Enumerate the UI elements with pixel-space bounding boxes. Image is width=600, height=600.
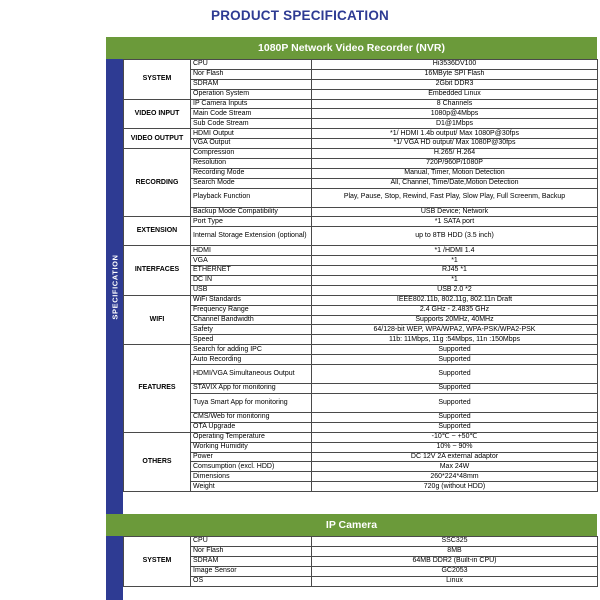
spec-row: [124, 139, 598, 149]
spec-row: [124, 285, 598, 295]
spec-row: [124, 149, 598, 159]
spec-key: ETHERNET: [191, 266, 312, 276]
nvr-spec-table: [123, 59, 598, 492]
spec-value: DC 12V 2A external adaptor: [312, 452, 598, 462]
spec-key: Operating Temperature: [191, 432, 312, 442]
spec-row: [124, 442, 598, 452]
spec-key: Search Mode: [191, 178, 312, 188]
spec-value: D1@1Mbps: [312, 119, 598, 129]
spec-row: [124, 305, 598, 315]
spec-value: 8MB: [312, 547, 598, 557]
spec-row: [124, 60, 598, 70]
spec-value: SSC325: [312, 537, 598, 547]
spec-key: HDMI: [191, 246, 312, 256]
spec-key: Comsumption (excl. HDD): [191, 462, 312, 472]
spec-value: -10℃ ~ +50℃: [312, 432, 598, 442]
spec-row: [124, 79, 598, 89]
spec-key: Dimensions: [191, 472, 312, 482]
spec-row: [124, 69, 598, 79]
spec-value: GC2053: [312, 567, 598, 577]
spec-key: DC IN: [191, 276, 312, 286]
spec-key: USB: [191, 285, 312, 295]
spec-row: [124, 365, 598, 384]
spec-value: RJ45 *1: [312, 266, 598, 276]
spec-row: [124, 482, 598, 492]
spec-key: STAVIX App for monitoring: [191, 384, 312, 394]
side-label-text: SPECIFICATION: [110, 253, 119, 320]
spec-value: Supported: [312, 355, 598, 365]
spec-key: Working Humidity: [191, 442, 312, 452]
spec-key: Search for adding IPC: [191, 345, 312, 355]
spec-key: IP Camera Inputs: [191, 99, 312, 109]
spec-key: VGA: [191, 256, 312, 266]
spec-key: SDRAM: [191, 79, 312, 89]
spec-value: *1 SATA port: [312, 217, 598, 227]
spec-key: Backup Mode Compatibility: [191, 207, 312, 217]
spec-value: 720P/960P/1080P: [312, 158, 598, 168]
spec-value: Embedded Linux: [312, 89, 598, 99]
spec-row: [124, 217, 598, 227]
spec-row: [124, 345, 598, 355]
spec-key: Nor Flash: [191, 547, 312, 557]
spec-value: USB Device; Network: [312, 207, 598, 217]
category-label: INTERFACES: [124, 246, 191, 295]
spec-value: 260*224*48mm: [312, 472, 598, 482]
spec-key: Channel Bandwidth: [191, 315, 312, 325]
spec-value: 64MB DDR2 (Built-in CPU): [312, 557, 598, 567]
spec-row: [124, 393, 598, 412]
spec-row: [124, 246, 598, 256]
spec-key: OS: [191, 577, 312, 587]
spec-value: Linux: [312, 577, 598, 587]
spec-row: [124, 266, 598, 276]
specification-side-label: [106, 59, 123, 514]
spec-key: Image Sensor: [191, 567, 312, 577]
spec-row: [124, 109, 598, 119]
spec-key: CPU: [191, 537, 312, 547]
spec-key: Safety: [191, 325, 312, 335]
spec-key: CPU: [191, 60, 312, 70]
spec-key: Resolution: [191, 158, 312, 168]
spec-row: [124, 432, 598, 442]
spec-row: [124, 325, 598, 335]
spec-row: [124, 412, 598, 422]
spec-value: 720g (without HDD): [312, 482, 598, 492]
spec-value: 2Gbit DDR3: [312, 79, 598, 89]
spec-key: Compression: [191, 149, 312, 159]
spec-key: Recording Mode: [191, 168, 312, 178]
spec-key: Sub Code Stream: [191, 119, 312, 129]
spec-row: [124, 537, 598, 547]
spec-row: [124, 168, 598, 178]
spec-key: Operation System: [191, 89, 312, 99]
spec-key: CMS/Web for monitoring: [191, 412, 312, 422]
spec-key: Speed: [191, 335, 312, 345]
spec-row: [124, 472, 598, 482]
spec-row: [124, 295, 598, 305]
spec-row: [124, 547, 598, 557]
spec-row: [124, 129, 598, 139]
spec-row: [124, 276, 598, 286]
category-label: SYSTEM: [124, 537, 191, 587]
spec-value: *1/ VGA HD output/ Max 1080P@30fps: [312, 139, 598, 149]
spec-row: [124, 256, 598, 266]
spec-key: Main Code Stream: [191, 109, 312, 119]
spec-value: Max 24W: [312, 462, 598, 472]
spec-row: [124, 158, 598, 168]
spec-row: [124, 422, 598, 432]
spec-value: Supported: [312, 384, 598, 394]
spec-value: up to 8TB HDD (3.5 inch): [312, 227, 598, 246]
spec-key: Internal Storage Extension (optional): [191, 227, 312, 246]
spec-value: Supported: [312, 345, 598, 355]
spec-key: Port Type: [191, 217, 312, 227]
spec-value: *1/ HDMI 1.4b output/ Max 1080P@30fps: [312, 129, 598, 139]
spec-row: [124, 315, 598, 325]
spec-key: VGA Output: [191, 139, 312, 149]
spec-value: 11b: 11Mbps, 11g :54Mbps, 11n :150Mbps: [312, 335, 598, 345]
spec-row: [124, 335, 598, 345]
category-label: EXTENSION: [124, 217, 191, 246]
ipc-side-bar: [106, 536, 123, 600]
spec-value: 64/128-bit WEP, WPA/WPA2, WPA-PSK/WPA2-PSK: [312, 325, 598, 335]
spec-key: Tuya Smart App for monitoring: [191, 393, 312, 412]
spec-key: Weight: [191, 482, 312, 492]
category-label: VIDEO INPUT: [124, 99, 191, 129]
category-label: RECORDING: [124, 149, 191, 217]
spec-key: Auto Recording: [191, 355, 312, 365]
spec-value: USB 2.0 *2: [312, 285, 598, 295]
spec-value: Supports 20MHz, 40MHz: [312, 315, 598, 325]
spec-row: [124, 119, 598, 129]
spec-value: Play, Pause, Stop, Rewind, Fast Play, Slow Play, Full Screenm, Backup: [312, 188, 598, 207]
spec-key: Frequency Range: [191, 305, 312, 315]
category-label: FEATURES: [124, 345, 191, 432]
spec-value: *1 /HDMI 1.4: [312, 246, 598, 256]
spec-value: 2.4 GHz - 2.4835 GHz: [312, 305, 598, 315]
spec-key: Nor Flash: [191, 69, 312, 79]
spec-value: Supported: [312, 422, 598, 432]
spec-value: All, Channel, Time/Date,Motion Detection: [312, 178, 598, 188]
spec-key: HDMI Output: [191, 129, 312, 139]
spec-value: Supported: [312, 365, 598, 384]
spec-key: Power: [191, 452, 312, 462]
spec-row: [124, 227, 598, 246]
spec-value: Hi3536DV100: [312, 60, 598, 70]
ipc-spec-table: [123, 536, 598, 587]
spec-row: [124, 207, 598, 217]
category-label: SYSTEM: [124, 60, 191, 100]
spec-row: [124, 178, 598, 188]
spec-key: WiFi Standards: [191, 295, 312, 305]
spec-key: OTA Upgrade: [191, 422, 312, 432]
spec-row: [124, 452, 598, 462]
page-title: PRODUCT SPECIFICATION: [211, 8, 389, 23]
nvr-header: 1080P Network Video Recorder (NVR): [106, 37, 597, 59]
spec-value: 16MByte SPI Flash: [312, 69, 598, 79]
spec-value: 1080p@4Mbps: [312, 109, 598, 119]
spec-row: [124, 577, 598, 587]
spec-key: SDRAM: [191, 557, 312, 567]
spec-value: 10% ~ 90%: [312, 442, 598, 452]
spec-key: Playback Function: [191, 188, 312, 207]
spec-value: *1: [312, 256, 598, 266]
spec-value: IEEE802.11b, 802.11g, 802.11n Draft: [312, 295, 598, 305]
category-label: VIDEO OUTPUT: [124, 129, 191, 149]
spec-value: Supported: [312, 393, 598, 412]
spec-row: [124, 384, 598, 394]
ipc-header: IP Camera: [106, 514, 597, 536]
spec-value: Supported: [312, 412, 598, 422]
spec-value: *1: [312, 276, 598, 286]
spec-row: [124, 462, 598, 472]
category-label: OTHERS: [124, 432, 191, 491]
spec-row: [124, 355, 598, 365]
spec-row: [124, 188, 598, 207]
category-label: WIFI: [124, 295, 191, 344]
spec-key: HDMI/VGA Simultaneous Output: [191, 365, 312, 384]
spec-row: [124, 99, 598, 109]
spec-row: [124, 567, 598, 577]
spec-value: H.265/ H.264: [312, 149, 598, 159]
spec-value: Manual, Timer, Motion Detection: [312, 168, 598, 178]
spec-row: [124, 89, 598, 99]
spec-value: 8 Channels: [312, 99, 598, 109]
spec-row: [124, 557, 598, 567]
